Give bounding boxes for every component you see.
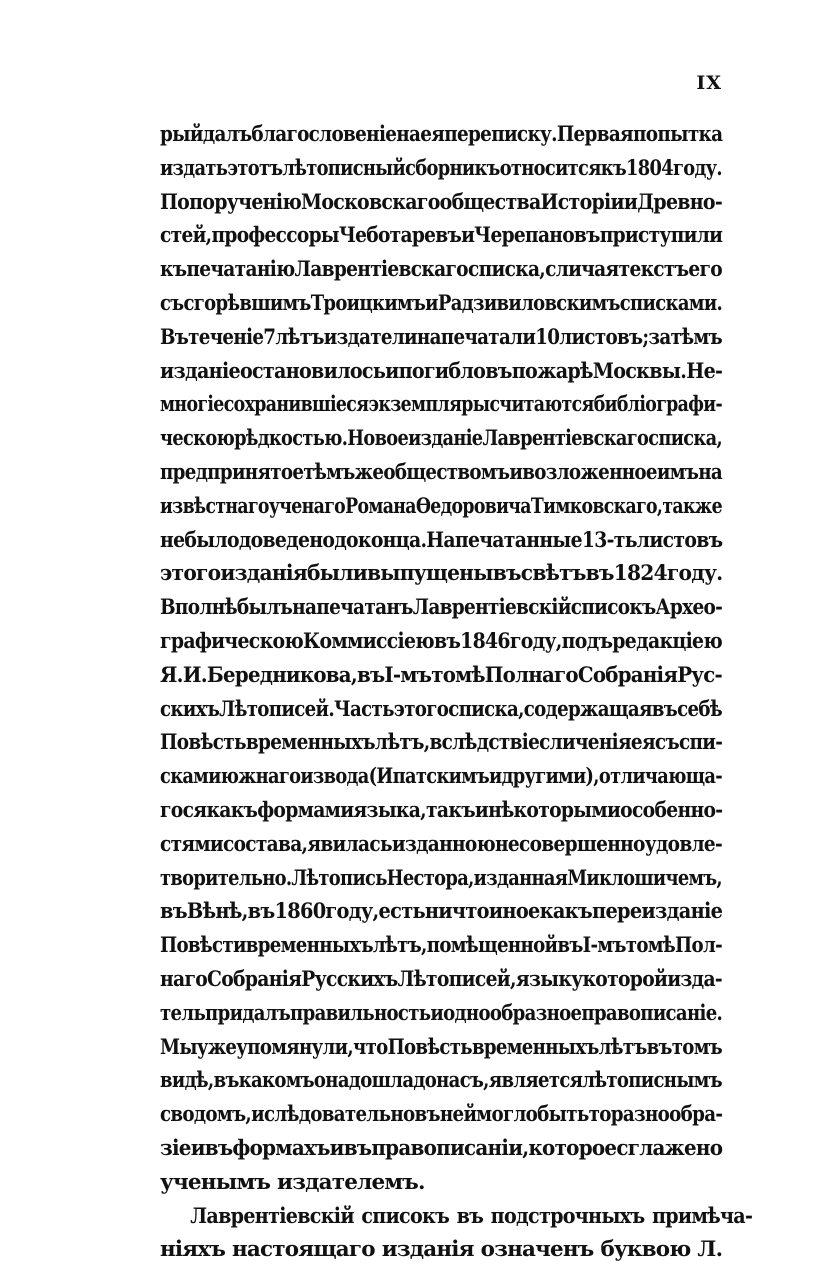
text-line: [160, 625, 722, 659]
word: его: [688, 257, 722, 283]
body-text: [160, 118, 753, 1267]
word: далъ: [202, 122, 252, 147]
word: въ: [204, 1135, 233, 1161]
word: въ: [433, 628, 461, 654]
word: 1860: [274, 899, 326, 925]
word: напечатанъ: [292, 595, 413, 621]
word: скихъ: [160, 696, 220, 722]
word: Исторіи: [540, 189, 624, 215]
word: сводомъ,: [160, 1102, 252, 1128]
word: Первая: [556, 122, 633, 147]
text-line: [160, 1098, 722, 1132]
word: Архео-: [655, 595, 723, 621]
word: видѣ,: [160, 1068, 214, 1094]
word: остановилось: [239, 358, 386, 384]
word: Лаврентіевскій: [412, 595, 571, 621]
word: Часть: [334, 696, 394, 722]
word: до: [413, 1068, 437, 1094]
word: Не-: [686, 358, 723, 384]
word: многіе: [160, 392, 224, 418]
word: Мы: [160, 1034, 197, 1060]
word: Въ: [160, 324, 189, 350]
word: языку: [515, 966, 583, 992]
word: списками.: [619, 290, 723, 316]
word: Черепановъ: [474, 223, 600, 249]
word: экземпляры: [368, 392, 490, 418]
page-number: IX: [696, 72, 722, 94]
word: Москвы.: [592, 358, 687, 384]
word: имъ: [656, 459, 699, 485]
word: Напечатанные: [426, 527, 582, 553]
text-line: [160, 490, 722, 524]
word: въ: [651, 696, 678, 722]
word: въ: [485, 358, 512, 384]
word: въ: [414, 1102, 440, 1128]
word: съ: [160, 290, 184, 316]
word: былъ: [236, 595, 293, 621]
word: вслѣдствіе: [429, 730, 540, 756]
word: переизданіе: [592, 899, 723, 925]
word: лѣтописный: [282, 155, 406, 181]
word: конца.: [357, 527, 427, 553]
word: году.: [672, 155, 722, 181]
word: она: [313, 1068, 349, 1094]
word: къ: [160, 257, 187, 283]
word: настоящаго: [231, 1237, 375, 1263]
word: печатанію: [186, 257, 295, 283]
word: Повѣсть: [160, 730, 246, 756]
word: временныхъ: [245, 730, 375, 756]
text-line: [160, 659, 722, 693]
word: Новое: [347, 426, 409, 452]
word: выпущены: [366, 561, 493, 587]
word: (Ипатскимъ: [368, 764, 490, 790]
word: издателемъ.: [277, 1169, 425, 1195]
word: считаются: [489, 392, 594, 418]
word: изданіе: [160, 358, 240, 384]
word: Радзивиловскимъ: [437, 290, 620, 316]
word: томѣ: [431, 662, 485, 688]
word: уже: [196, 1034, 237, 1060]
word: Собранія: [207, 966, 302, 992]
word: подстрочныхъ: [490, 1203, 645, 1229]
word: въ: [160, 899, 187, 925]
word: и: [425, 290, 438, 316]
word: издать: [160, 155, 228, 181]
text-line: [160, 524, 722, 558]
word: списка,: [448, 696, 524, 722]
word: состава,: [222, 831, 308, 857]
word: дошла: [348, 1068, 414, 1094]
word: совершенно: [518, 831, 645, 857]
word: графическою: [160, 628, 304, 654]
word: этого: [160, 561, 221, 587]
word: творительно.: [160, 865, 292, 891]
text-line: [160, 118, 722, 152]
text-line: [160, 1233, 722, 1267]
text-line: [160, 1200, 752, 1234]
text-line: [160, 219, 722, 253]
word: редакціею: [612, 628, 722, 654]
word: особенно-: [620, 797, 723, 823]
word: Я.: [160, 662, 183, 688]
word: лѣтъ: [598, 1034, 647, 1060]
text-line: [160, 186, 722, 220]
word: временныхъ: [245, 933, 373, 959]
word: году.: [666, 561, 723, 587]
word: правописаніи,: [371, 1135, 529, 1161]
word: южнаго: [220, 764, 301, 790]
word: ея: [630, 730, 655, 756]
word: что: [353, 1034, 388, 1060]
word: ней: [439, 1102, 477, 1128]
word: на: [396, 122, 421, 147]
word: Лаврентіевскаго: [482, 426, 649, 452]
word: и: [385, 358, 399, 384]
word: формахъ: [232, 1135, 330, 1161]
word: издатели: [323, 324, 417, 350]
word: 10: [535, 324, 560, 350]
word: на: [698, 459, 723, 485]
word: Собранія: [577, 662, 678, 688]
word: въ: [585, 561, 614, 587]
text-line: [160, 388, 722, 422]
word: ческою: [160, 426, 235, 452]
word: листовъ;: [559, 324, 649, 350]
text-line: [160, 693, 722, 727]
word: правописаніе.: [581, 1000, 723, 1026]
word: лѣтъ,: [374, 730, 430, 756]
word: ея: [420, 122, 445, 147]
word: явилась: [307, 831, 392, 857]
word: пожарѣ: [511, 358, 593, 384]
word: и: [623, 189, 638, 215]
word: Пол-: [675, 933, 722, 959]
word: было: [184, 527, 239, 553]
text-line: [160, 828, 722, 862]
word: Троицкимъ: [310, 290, 426, 316]
word: Московскаго: [301, 189, 440, 215]
word: за: [648, 324, 671, 350]
word: себѣ: [677, 696, 722, 722]
word: лѣтописнымъ: [582, 1068, 722, 1094]
word: помѣщенной: [426, 933, 558, 959]
word: сличая: [545, 257, 619, 283]
word: является: [488, 1068, 583, 1094]
word: И.: [182, 662, 207, 688]
word: разнообра-: [610, 1102, 723, 1128]
word: списка,: [648, 426, 722, 452]
word: Нестора,: [386, 865, 474, 891]
word: изданія: [220, 561, 307, 587]
word: могло: [476, 1102, 538, 1128]
word: По: [160, 189, 190, 215]
word: какъ: [539, 899, 593, 925]
word: сохранившіеся: [223, 392, 369, 418]
word: этого: [393, 696, 449, 722]
word: и: [461, 223, 475, 249]
word: переписку.: [444, 122, 557, 147]
word: 1804: [625, 155, 673, 181]
text-line: [160, 997, 722, 1031]
word: языка,: [353, 797, 427, 823]
text-line: [160, 1166, 722, 1200]
word: отличающа-: [598, 764, 723, 790]
word: спи-: [678, 730, 723, 756]
text-line: [160, 1031, 722, 1065]
word: Л.: [697, 1237, 723, 1263]
word: тель: [160, 1000, 206, 1026]
word: подъ: [561, 628, 613, 654]
word: какъ: [206, 797, 258, 823]
word: и: [251, 1102, 264, 1128]
word: предпринятое: [160, 459, 304, 485]
word: ніяхъ: [160, 1237, 225, 1263]
word: томъ: [671, 1034, 723, 1060]
text-line: [160, 355, 722, 389]
text-line: [160, 862, 722, 896]
word: изданіе: [408, 426, 483, 452]
word: такъ: [426, 797, 475, 823]
word: до: [334, 527, 358, 553]
word: временныхъ: [471, 1034, 599, 1060]
text-line: [160, 929, 722, 963]
word: Рус-: [677, 662, 722, 688]
word: къ: [600, 155, 626, 181]
word: общества: [439, 189, 541, 215]
text-line: [160, 1132, 722, 1166]
word: содержащая: [523, 696, 652, 722]
word: иное: [488, 899, 540, 925]
word: Лѣтопись: [291, 865, 387, 891]
word: Русскихъ: [301, 966, 398, 992]
word: Бередникова,: [206, 662, 357, 688]
word: Полнаго: [484, 662, 578, 688]
text-line: [160, 557, 722, 591]
word: лѣтъ,: [372, 933, 427, 959]
word: формами: [257, 797, 354, 823]
word: доведено: [238, 527, 335, 553]
word: въ: [213, 1068, 239, 1094]
text-line: [160, 321, 722, 355]
word: въ: [356, 662, 385, 688]
word: которой: [582, 966, 668, 992]
word: быть: [537, 1102, 589, 1128]
word: означенъ: [480, 1237, 594, 1263]
word: рѣдкостью.: [234, 426, 348, 452]
word: въ: [557, 933, 583, 959]
word: сборникъ: [405, 155, 500, 181]
word: не: [494, 831, 519, 857]
word: 1846: [460, 628, 510, 654]
text-line: [160, 456, 722, 490]
word: попытка: [632, 122, 723, 147]
word: списокъ: [361, 1203, 450, 1229]
word: приступили: [599, 223, 723, 249]
text-line: [160, 963, 722, 997]
text-line: [160, 591, 722, 625]
word: извѣстнаго: [160, 493, 269, 519]
text-line: [160, 760, 722, 794]
word: съ: [654, 730, 679, 756]
text-line: [160, 895, 722, 929]
word: напечатали: [416, 324, 536, 350]
word: ничто: [424, 899, 489, 925]
word: относится: [499, 155, 601, 181]
word: погибло: [398, 358, 486, 384]
word: въ: [343, 1135, 372, 1161]
word: году,: [325, 899, 379, 925]
word: также: [662, 493, 722, 519]
word: сглажено: [616, 1135, 723, 1161]
word: Миклошичемъ,: [567, 865, 722, 891]
word: стей,: [160, 223, 212, 249]
text-line: [160, 253, 722, 287]
word: Повѣсти: [160, 933, 246, 959]
word: Тимковскаго,: [530, 493, 663, 519]
word: другими),: [501, 764, 599, 790]
word: Өедоровича: [415, 493, 531, 519]
word: сгорѣвшимъ: [183, 290, 311, 316]
word: въ: [646, 1034, 672, 1060]
word: же: [354, 459, 384, 485]
word: Лаврентіевскаго: [294, 257, 468, 283]
word: насъ,: [436, 1068, 489, 1094]
word: какомъ: [238, 1068, 314, 1094]
word: Коммиссіею: [303, 628, 434, 654]
word: сками: [160, 764, 221, 790]
word: Вѣнѣ,: [186, 899, 248, 925]
word: и: [190, 1135, 205, 1161]
text-line: [160, 422, 722, 456]
word: I-мъ: [582, 933, 626, 959]
word: нѣкоторыми: [488, 797, 621, 823]
word: и: [474, 797, 489, 823]
text-line: [160, 152, 722, 186]
word: Лѣтописей,: [397, 966, 516, 992]
word: библіографи-: [593, 392, 722, 418]
word: благословеніе: [251, 122, 397, 147]
word: Вполнѣ: [160, 595, 237, 621]
word: Древно-: [637, 189, 722, 215]
word: правильность: [290, 1000, 431, 1026]
word: свѣтъ: [520, 561, 586, 587]
word: листовъ: [636, 527, 723, 553]
word: въ: [247, 899, 275, 925]
word: году,: [509, 628, 562, 654]
word: и: [329, 1135, 344, 1161]
word: Повѣсть: [387, 1034, 472, 1060]
word: гося: [160, 797, 207, 823]
word: буквою: [600, 1237, 691, 1263]
word: лѣтъ: [275, 324, 324, 350]
word: придалъ: [205, 1000, 291, 1026]
word: и: [509, 459, 523, 485]
word: извода: [300, 764, 369, 790]
word: стями: [160, 831, 223, 857]
word: Чеботаревъ: [338, 223, 462, 249]
word: не: [160, 527, 185, 553]
word: Лаврентіевскій: [190, 1203, 354, 1229]
word: возложенное: [522, 459, 657, 485]
word: 7: [263, 324, 276, 350]
word: слѣдовательно: [263, 1102, 415, 1128]
word: были: [306, 561, 367, 587]
word: и: [430, 1000, 444, 1026]
word: порученію: [189, 189, 302, 215]
word: изда-: [667, 966, 722, 992]
word: 13-ть: [581, 527, 637, 553]
word: тѣмъ: [303, 459, 355, 485]
word: рый: [160, 122, 203, 147]
word: томѣ: [625, 933, 676, 959]
word: изданія: [381, 1237, 474, 1263]
word: примѣча-: [651, 1203, 753, 1229]
word: которое: [528, 1135, 617, 1161]
word: въ: [456, 1203, 484, 1229]
word: изданная: [473, 865, 568, 891]
word: изданною: [391, 831, 495, 857]
word: есть: [378, 899, 425, 925]
text-line: [160, 794, 722, 828]
word: теченіе: [188, 324, 264, 350]
word: Лѣтописей.: [219, 696, 335, 722]
word: профессоры: [211, 223, 339, 249]
word: Романа: [345, 493, 416, 519]
word: то: [588, 1102, 611, 1128]
word: ученаго: [268, 493, 346, 519]
word: наго: [160, 966, 208, 992]
word: въ: [492, 561, 521, 587]
word: ученымъ: [160, 1169, 271, 1195]
word: зіе: [160, 1135, 191, 1161]
text-line: [160, 287, 722, 321]
word: 1824: [613, 561, 667, 587]
word: списка,: [467, 257, 546, 283]
word: текстъ: [618, 257, 689, 283]
word: этотъ: [227, 155, 283, 181]
word: списокъ: [570, 595, 656, 621]
word: I-мъ: [384, 662, 432, 688]
word: упомянули,: [236, 1034, 354, 1060]
word: тѣмъ: [670, 324, 722, 350]
word: обществомъ: [383, 459, 510, 485]
word: сличенія: [539, 730, 631, 756]
text-line: [160, 1064, 722, 1098]
text-line: [160, 726, 722, 760]
word: однообразное: [443, 1000, 582, 1026]
word: и: [489, 764, 502, 790]
word: удовле-: [644, 831, 723, 857]
